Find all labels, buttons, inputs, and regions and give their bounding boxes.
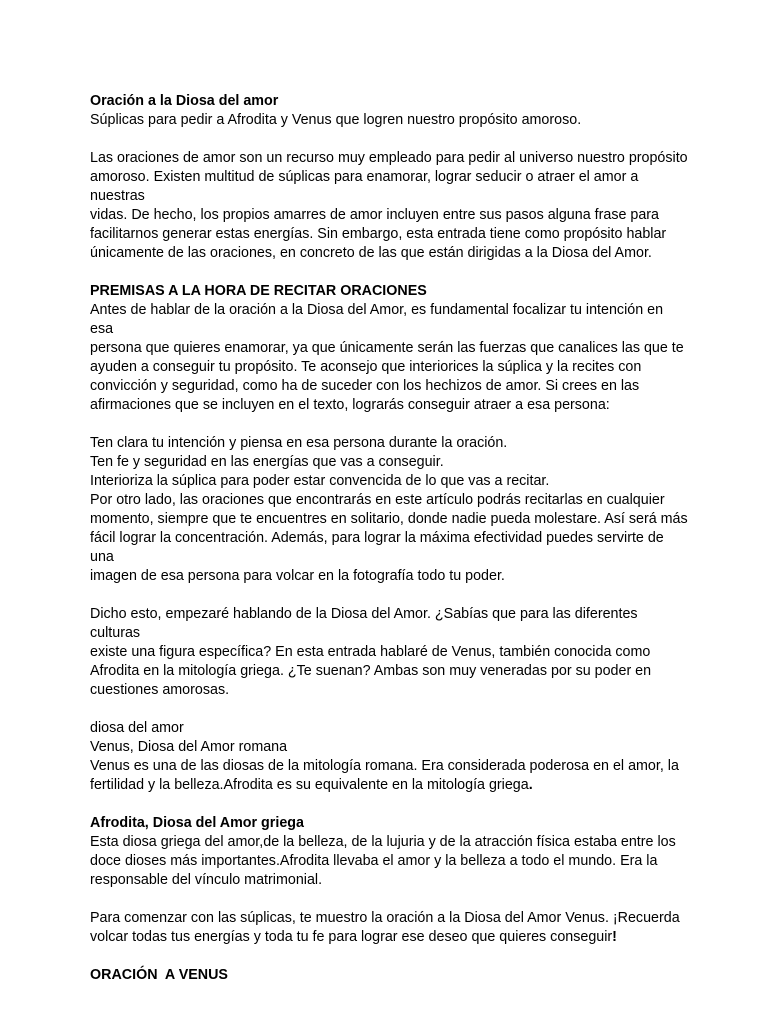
text-line: vidas. De hecho, los propios amarres de amor incluyen entre sus pasos alguna frase para bbox=[90, 207, 660, 223]
text-line: únicamente de las oraciones, en concreto de las que están dirigidas a la Diosa del Amor. bbox=[90, 245, 652, 261]
premisas-heading: PREMISAS A LA HORA DE RECITAR ORACIONES bbox=[90, 283, 427, 299]
text-line bbox=[90, 776, 690, 795]
premisas-paragraph bbox=[90, 301, 690, 415]
paragraph-gap bbox=[90, 586, 690, 605]
text-line: doce dioses más importantes.Afrodita llevaba el amor y la belleza a todo el mundo. Era la bbox=[90, 853, 658, 869]
text-line: amoroso. Existen multitud de súplicas para enamorar, lograr seducir o atraer el amor a nuestras bbox=[90, 169, 639, 204]
text-line: Antes de hablar de la oración a la Diosa del Amor, es fundamental focalizar tu intención en esa bbox=[90, 302, 664, 337]
text-line: Esta diosa griega del amor,de la belleza, de la lujuria y de la atracción física estaba entre los bbox=[90, 834, 676, 850]
intro-paragraph bbox=[90, 149, 690, 263]
text-line: cuestiones amorosas. bbox=[90, 682, 230, 698]
paragraph-gap bbox=[90, 947, 690, 966]
text-line: Venus es una de las diosas de la mitología romana. Era considerada poderosa en el amor, la bbox=[90, 758, 679, 774]
image-alt-text: diosa del amor bbox=[90, 720, 184, 736]
text-line: fácil lograr la concentración. Además, para lograr la máxima efectividad puedes servirte de una bbox=[90, 530, 664, 565]
oracion-heading: ORACIÓN A VENUS bbox=[90, 967, 228, 983]
text-line: Para comenzar con las súplicas, te muestro la oración a la Diosa del Amor Venus. ¡Recuerda bbox=[90, 910, 680, 926]
document-title: Oración a la Diosa del amor bbox=[90, 93, 279, 109]
text-line: Ten clara tu intención y piensa en esa persona durante la oración. bbox=[90, 435, 508, 451]
text-line: Dicho esto, empezaré hablando de la Diosa del Amor. ¿Sabías que para las diferentes culturas bbox=[90, 606, 638, 641]
paragraph-gap bbox=[90, 795, 690, 814]
text-line-body: fertilidad y la belleza.Afrodita es su equivalente en la mitología griega bbox=[90, 777, 529, 793]
text-line: momento, siempre que te encuentres en solitario, donde nadie pueda molestare. Así será más bbox=[90, 511, 688, 527]
document-body bbox=[90, 92, 690, 985]
text-line: Interioriza la súplica para poder estar convencida de lo que vas a recitar. bbox=[90, 473, 550, 489]
document-subtitle: Súplicas para pedir a Afrodita y Venus que logren nuestro propósito amoroso. bbox=[90, 112, 582, 128]
text-line-body: volcar todas tus energías y toda tu fe para lograr ese deseo que quieres conseguir bbox=[90, 929, 613, 945]
closing-paragraph bbox=[90, 909, 690, 947]
text-line-end: ! bbox=[612, 929, 617, 945]
paragraph-gap bbox=[90, 130, 690, 149]
text-line: ayuden a conseguir tu propósito. Te aconsejo que interiorices la súplica y la recites con bbox=[90, 359, 642, 375]
text-line: imagen de esa persona para volcar en la fotografía todo tu poder. bbox=[90, 568, 505, 584]
paragraph-gap bbox=[90, 890, 690, 909]
text-line: Por otro lado, las oraciones que encontrarás en este artículo podrás recitarlas en cualquier bbox=[90, 492, 665, 508]
dicho-paragraph bbox=[90, 605, 690, 700]
text-line: Las oraciones de amor son un recurso muy empleado para pedir al universo nuestro propósito bbox=[90, 150, 688, 166]
afrodita-heading: Afrodita, Diosa del Amor griega bbox=[90, 815, 304, 831]
tips-paragraph bbox=[90, 434, 690, 586]
text-line-end: . bbox=[528, 777, 533, 793]
text-line: Ten fe y seguridad en las energías que vas a conseguir. bbox=[90, 454, 444, 470]
venus-heading: Venus, Diosa del Amor romana bbox=[90, 739, 288, 755]
paragraph-gap bbox=[90, 700, 690, 719]
venus-paragraph bbox=[90, 757, 690, 795]
text-line: persona que quieres enamorar, ya que únicamente serán las fuerzas que canalices las que te bbox=[90, 340, 684, 356]
paragraph-gap bbox=[90, 415, 690, 434]
text-line: Afrodita en la mitología griega. ¿Te suenan? Ambas son muy veneradas por su poder en bbox=[90, 663, 652, 679]
text-line bbox=[90, 928, 690, 947]
paragraph-gap bbox=[90, 263, 690, 282]
text-line: existe una figura específica? En esta entrada hablaré de Venus, también conocida como bbox=[90, 644, 651, 660]
text-line: convicción y seguridad, como ha de suceder con los hechizos de amor. Si crees en las bbox=[90, 378, 640, 394]
text-line: responsable del vínculo matrimonial. bbox=[90, 872, 323, 888]
text-line: afirmaciones que se incluyen en el texto, lograrás conseguir atraer a esa persona: bbox=[90, 397, 610, 413]
text-line: facilitarnos generar estas energías. Sin embargo, esta entrada tiene como propósito hablar bbox=[90, 226, 667, 242]
afrodita-paragraph bbox=[90, 833, 690, 890]
